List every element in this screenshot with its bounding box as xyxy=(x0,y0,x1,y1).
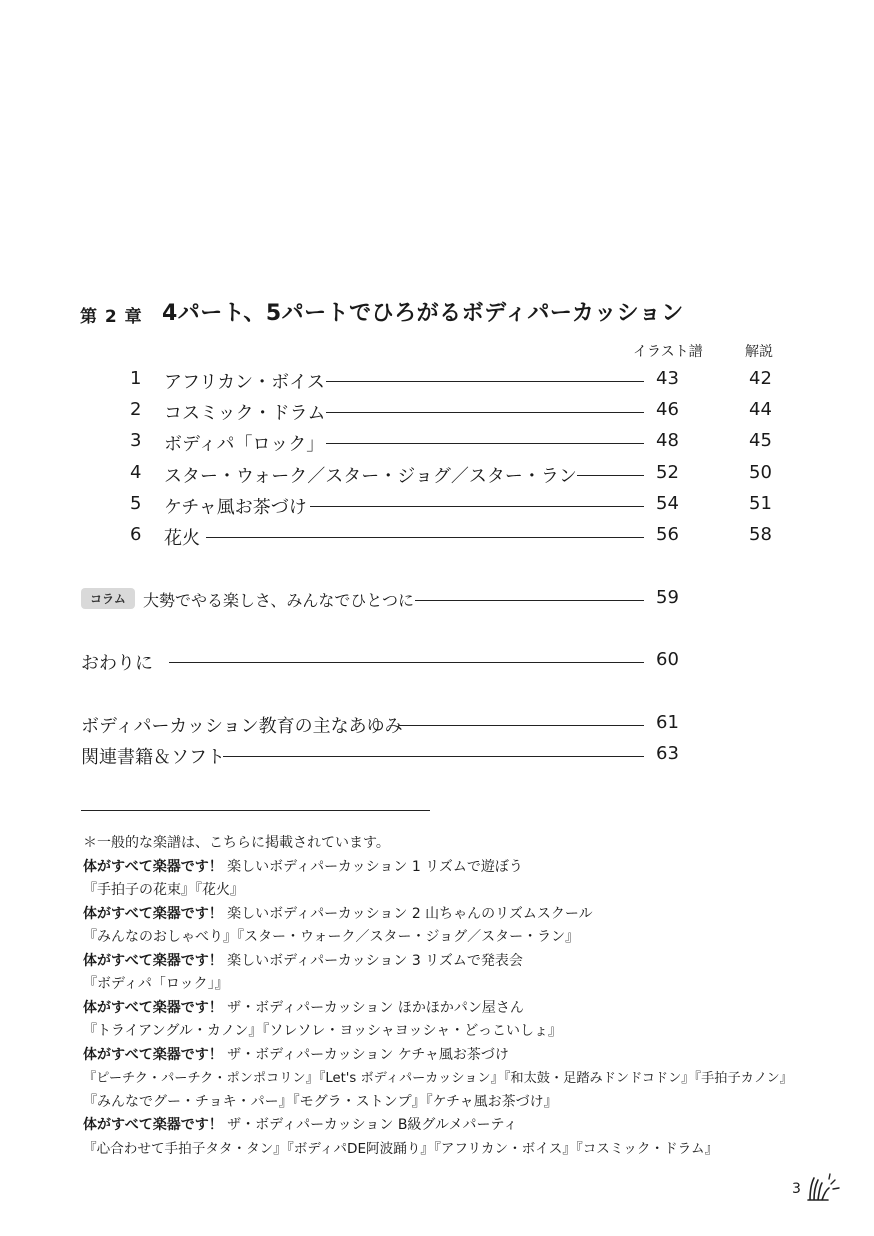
score-page: 54 xyxy=(656,493,679,514)
entry-number: 4 xyxy=(130,462,142,483)
history-page: 61 xyxy=(656,712,679,733)
chapter-heading xyxy=(80,296,800,330)
clapping-hands-icon xyxy=(802,1170,842,1206)
leader-line xyxy=(399,725,644,726)
related-page: 63 xyxy=(656,743,679,764)
related-title: 関連書籍＆ソフト xyxy=(81,747,225,768)
book-title-lead: 体がすべて楽器です！ xyxy=(83,999,223,1016)
book-songs: 『ボディパ「ロック」』 xyxy=(83,976,229,992)
toc-history-entry[interactable] xyxy=(81,712,691,738)
column-badge: コラム xyxy=(81,588,135,609)
column-header-score: イラスト譜 xyxy=(633,344,703,360)
book-title-lead: 体がすべて楽器です！ xyxy=(83,1117,223,1133)
chapter-number: 第 2 章 xyxy=(80,307,143,327)
chapter-title: 4パート、5パートでひろがるボディパーカッション xyxy=(162,301,684,326)
book-songs: 『みんなのおしゃべり』『スター・ウォーク／スター・ジョグ／スター・ラン』 xyxy=(83,929,580,945)
book-title xyxy=(83,903,843,927)
entry-number: 6 xyxy=(130,524,142,545)
toc-entry[interactable] xyxy=(130,399,790,425)
book-title-lead: 体がすべて楽器です！ xyxy=(83,905,223,922)
leader-line xyxy=(326,443,644,444)
book-title xyxy=(83,856,843,880)
score-page: 46 xyxy=(656,399,679,420)
toc-afterword-entry[interactable] xyxy=(81,649,691,675)
entry-number: 5 xyxy=(130,493,142,514)
leader-line xyxy=(326,412,644,413)
leader-line xyxy=(326,381,644,382)
afterword-page: 60 xyxy=(656,649,679,670)
entry-number: 1 xyxy=(130,368,142,389)
notes-section xyxy=(83,832,843,1161)
history-title: ボディパーカッション教育の主なあゆみ xyxy=(81,716,403,737)
toc-related-entry[interactable] xyxy=(81,743,691,769)
entry-number: 2 xyxy=(130,399,142,420)
commentary-page: 45 xyxy=(749,430,772,451)
entry-title: ケチャ風お茶づけ xyxy=(164,493,307,519)
score-page: 43 xyxy=(656,368,679,389)
entry-number: 3 xyxy=(130,430,142,451)
leader-line xyxy=(206,537,644,538)
book-title-rest: 楽しいボディパーカッション 3 リズムで発表会 xyxy=(222,952,523,969)
entry-title: コスミック・ドラム xyxy=(164,399,325,425)
column-page: 59 xyxy=(656,587,679,608)
entry-title: スター・ウォーク／スター・ジョグ／スター・ラン xyxy=(164,462,577,488)
toc-entry[interactable] xyxy=(130,524,790,550)
score-page: 48 xyxy=(656,430,679,451)
book-title xyxy=(83,1044,843,1068)
leader-line xyxy=(169,662,644,663)
commentary-page: 51 xyxy=(749,493,772,514)
score-page: 52 xyxy=(656,462,679,483)
book-title-rest: 楽しいボディパーカッション 1 リズムで遊ぼう xyxy=(222,858,523,875)
book-songs: 『みんなでグー・チョキ・パー』『モグラ・ストンプ』『ケチャ風お茶づけ』 xyxy=(83,1093,558,1110)
book-title-rest: ザ・ボディパーカッション ケチャ風お茶づけ xyxy=(222,1046,509,1063)
book-title-rest: 楽しいボディパーカッション 2 山ちゃんのリズムスクール xyxy=(222,905,593,922)
entry-title: 花火 xyxy=(164,524,200,550)
book-songs: 『トライアングル・カノン』『ソレソレ・ヨッシャヨッシャ・どっこいしょ』 xyxy=(83,1023,562,1039)
book-title-rest: ザ・ボディパーカッション ほかほかパン屋さん xyxy=(222,999,524,1016)
afterword-title: おわりに xyxy=(81,653,153,674)
commentary-page: 44 xyxy=(749,399,772,420)
leader-line xyxy=(223,756,644,757)
column-header-commentary: 解説 xyxy=(745,344,773,360)
toc-entry[interactable] xyxy=(130,493,790,519)
book-songs: 『手拍子の花束』『花火』 xyxy=(83,882,244,898)
book-title-lead: 体がすべて楽器です！ xyxy=(83,1046,223,1063)
toc-entry[interactable] xyxy=(130,430,790,456)
book-songs: 『心合わせて手拍子タタ・タン』『ボディパDE阿波踊り』『アフリカン・ボイス』『コスミック・ドラム』 xyxy=(83,1140,719,1157)
book-title-lead: 体がすべて楽器です！ xyxy=(83,858,223,875)
toc-entry[interactable] xyxy=(130,368,790,394)
toc-entry[interactable] xyxy=(130,462,790,488)
leader-line xyxy=(574,475,644,476)
leader-line xyxy=(310,506,644,507)
entry-title: アフリカン・ボイス xyxy=(164,368,325,394)
notes-intro: ＊一般的な楽譜は、こちらに掲載されています。 xyxy=(83,835,390,851)
commentary-page: 58 xyxy=(749,524,772,545)
score-page: 56 xyxy=(656,524,679,545)
column-title: 大勢でやる楽しさ、みんなでひとつに xyxy=(143,591,415,610)
book-title-rest: ザ・ボディパーカッション B級グルメパーティ xyxy=(222,1117,518,1133)
notes-divider xyxy=(81,810,430,811)
leader-line xyxy=(415,600,644,601)
book-title xyxy=(83,950,843,974)
commentary-page: 50 xyxy=(749,462,772,483)
book-title xyxy=(83,1114,843,1138)
page-number: 3 xyxy=(792,1181,801,1197)
book-title xyxy=(83,997,843,1021)
book-title-lead: 体がすべて楽器です！ xyxy=(83,952,223,969)
commentary-page: 42 xyxy=(749,368,772,389)
book-songs: 『ピーチク・パーチク・ポンポコリン』『Let's ボディパーカッション』『和太鼓・足踏みドンドコドン』『手拍子カノン』 xyxy=(83,1071,793,1086)
toc-column-entry[interactable] xyxy=(81,587,691,613)
entry-title: ボディパ「ロック」 xyxy=(164,430,324,456)
